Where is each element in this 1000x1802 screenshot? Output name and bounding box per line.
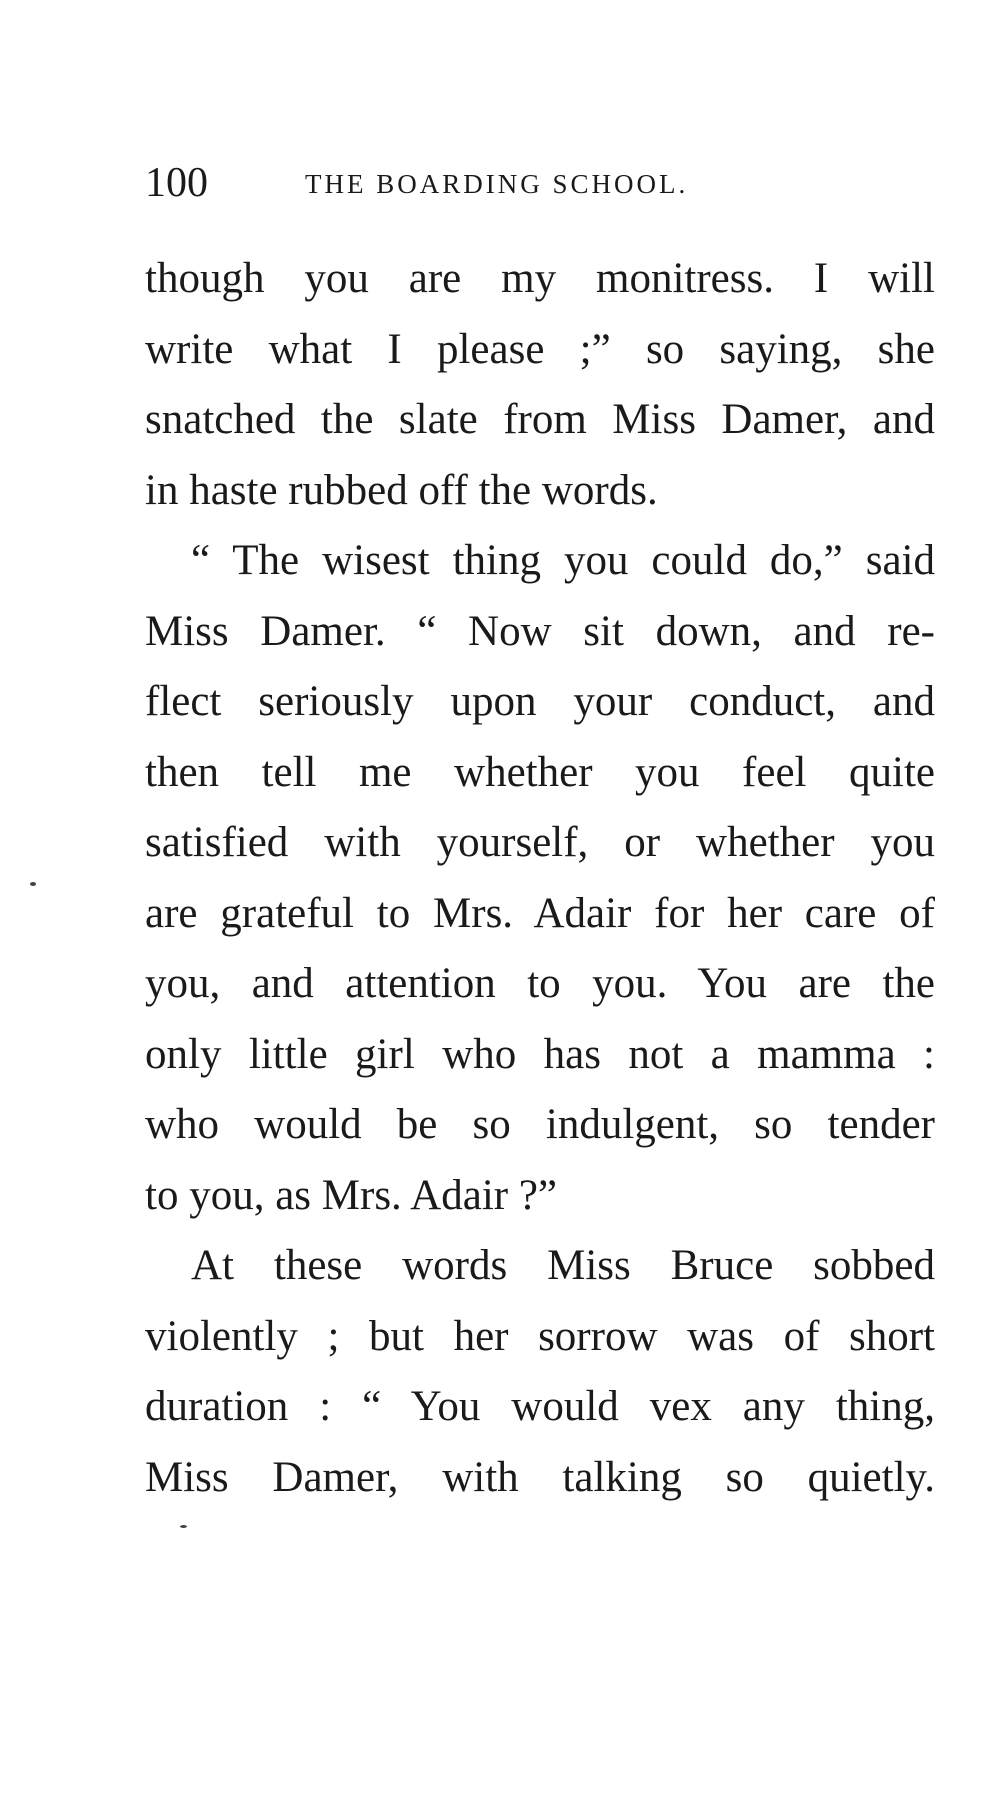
text-line: duration : “ You would vex any thing, — [145, 1383, 935, 1430]
text-line: are grateful to Mrs. Adair for her care of — [145, 889, 935, 937]
text-line: satisfied with yourself, or whether you — [145, 819, 935, 866]
text-line: Miss Damer. “ Now sit down, and re- — [145, 607, 935, 655]
running-title: THE BOARDING SCHOOL. — [305, 169, 689, 199]
text-line: snatched the slate from Miss Damer, and — [145, 396, 935, 443]
text-line: At these words Miss Bruce sobbed — [191, 1242, 935, 1289]
text-line: then tell me whether you feel quite — [145, 748, 935, 796]
text-line: write what I please ;” so saying, she — [145, 325, 935, 373]
text-line: “ The wisest thing you could do,” said — [191, 537, 935, 584]
page-number: 100 — [145, 160, 208, 206]
paper-speck — [30, 882, 36, 886]
running-head — [145, 158, 945, 208]
text-line: only little girl who has not a mamma : — [145, 1030, 935, 1078]
text-line: flect seriously upon your conduct, and — [145, 678, 935, 725]
text-line: you, and attention to you. You are the — [145, 960, 935, 1007]
text-line: though you are my monitress. I will — [145, 255, 935, 302]
body-text — [145, 244, 935, 1513]
paper-speck — [180, 1525, 187, 1528]
text-line: to you, as Mrs. Adair ?” — [145, 1171, 558, 1219]
text-line: violently ; but her sorrow was of short — [145, 1312, 935, 1360]
text-line: in haste rubbed off the words. — [145, 466, 658, 514]
text-line: who would be so indulgent, so tender — [145, 1101, 935, 1148]
text-line: Miss Damer, with talking so quietly. — [145, 1453, 935, 1501]
